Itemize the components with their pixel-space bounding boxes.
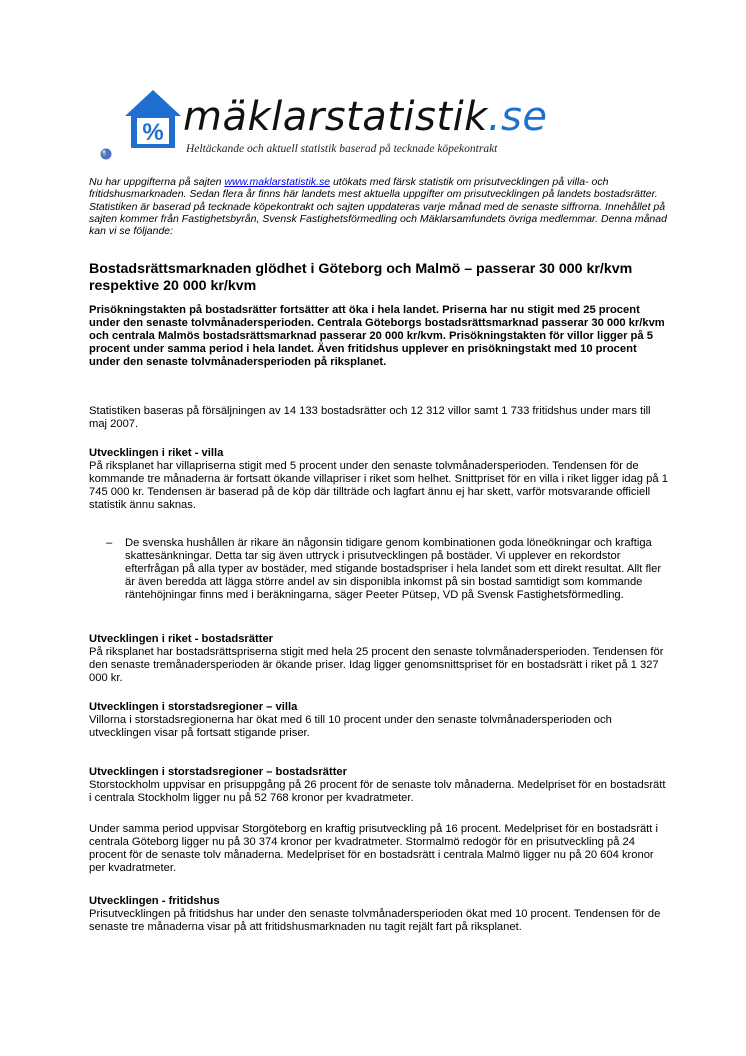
house-percent-icon: [123, 88, 183, 150]
section-text: Villorna i storstadsregionerna har ökat med 6 till 10 procent under den senaste tolvmånadersperioden och utvecklingen visar på fortsatt stigande priser.: [89, 714, 612, 740]
logo-symbol: %: [142, 119, 164, 146]
section-text: På riksplanet har bostadsrättspriserna stigit med hela 25 procent den senaste tolvmånadersperioden. Tendensen för den senaste tremånadersperioden är ökande priser. Idag ligger genomsnittspriset för en bostadsrätt i riket på 1 327 000 kr.: [89, 646, 664, 685]
intro-text-start: Nu har uppgifterna på sajten: [89, 176, 225, 188]
lead-paragraph: Prisökningstakten på bostadsrätter fortsätter att öka i hela landet. Priserna har nu stigit med 25 procent under den senaste tolvmånadersperioden. Centrala Göteborgs bostadsrättsmarknad passerar 30 000 kr/kvm och centrala Malmös bostadsrättsmarknad passerar 20 000 kr/kvm. Prisökningstakten för villor ligger på 5 procent under samma period i hela landet. Även fritidshus upplever en prisökningstakt med 10 procent under den senaste tolvmånadersperioden på riksplanet.: [89, 304, 665, 369]
quote-text: De svenska hushållen är rikare än någonsin tidigare genom kombinationen goda löneökningar och kraftiga skattesänkningar. Detta tar sig även uttryck i prisutvecklingen på bostäder. Vi upplever en rekordstor efterfrågan på alla typer av bostäder, med stigande bostadspriser i hela landet som ett direkt resultat. Allt fler är även beredda att lägga större andel av sin disponibla inkomst på sin bostad samtidigt som kommande räntehöjningar finns med i beräkningarna, säger Peeter Pütsep, VD på Svensk Fastighetsförmedling.: [125, 537, 662, 602]
logo-name-suffix: .se: [487, 94, 548, 140]
stats-paragraph: Statistiken baseras på försäljningen av 14 133 bostadsrätter och 12 312 villor samt 1 733 fritidshus under mars till maj 2007.: [89, 405, 651, 431]
logo-tagline: Heltäckande och aktuell statistik baserad på tecknade köpekontrakt: [186, 143, 498, 155]
logo: [123, 88, 548, 168]
section-text: Prisutvecklingen på fritidshus har under den senaste tolvmånadersperioden ökat med 10 procent. Tendensen för de senaste tre månaderna visar på att fritidshusmarknaden nu tagit rejält fart på riksplanet.: [89, 908, 661, 934]
logo-wordmark: [183, 94, 548, 140]
intro-text-end: utökats med färsk statistik om prisutvecklingen på villa- och fritidshusmarknaden. Sedan flera år finns här landets mest aktuella uppgifter om prisutvecklingen på landets bostadsrätter. Statistiken är baserad på tecknade köpekontrakt och sajten uppdateras varje månad med de senaste siffrorna. Innehållet på sajten kommer från Fastighetsbyrån, Svensk Fastighetsförmedling och Mäklarsamfundets övriga medlemmar. Denna månad kan vi se följande:: [89, 176, 667, 238]
section-text: Storstockholm uppvisar en prisuppgång på 26 procent för de senaste tolv månaderna. Medelpriset för en bostadsrätt i centrala Stockholm ligger nu på 52 768 kronor per kvadratmeter.: [89, 779, 666, 805]
section-heading: Utvecklingen i storstadsregioner – villa: [89, 701, 298, 713]
section-heading: Utvecklingen i riket - villa: [89, 447, 224, 459]
section-text: På riksplanet har villapriserna stigit med 5 procent under den senaste tolvmånadersperioden. Tendensen för de kommande tre månaderna är fortsatt ökande villapriser i riket som helhet. Snittpriset för en villa i riket ligger idag på 1 745 000 kr. Tendensen är baserad på de köp där tillträde och lagfart ännu ej har skett, varför motsvarande officiell statistik ännu saknas.: [89, 460, 668, 512]
section-heading: Utvecklingen i storstadsregioner – bostadsrätter: [89, 766, 348, 778]
section-heading: Utvecklingen - fritidshus: [89, 895, 220, 907]
section-bostadsratter-riket: [89, 633, 669, 685]
section-fritidshus: [89, 895, 669, 934]
section-storstad-bostadsratter: [89, 766, 669, 805]
globe-icon: [100, 148, 112, 160]
section-heading: Utvecklingen i riket - bostadsrätter: [89, 633, 274, 645]
headline: Bostadsrättsmarknaden glödhet i Göteborg och Malmö – passerar 30 000 kr/kvm respektive 20 000 kr/kvm: [89, 261, 633, 294]
logo-name-main: mäklarstatistik: [183, 94, 488, 140]
intro-paragraph: [89, 176, 669, 237]
quote-dash: –: [106, 537, 113, 549]
section-storstad-villa: [89, 701, 669, 740]
website-link[interactable]: www.maklarstatistik.se: [224, 176, 331, 188]
section-villa-riket: [89, 447, 669, 512]
section-text-gbg-malmo: Under samma period uppvisar Storgöteborg en kraftig prisutveckling på 16 procent. Medelpriset för en bostadsrätt i centrala Göteborg ligger nu på 30 374 kronor per kvadratmeter. Stormalmö redogör för en prisutveckling på 24 procent för de senaste tolv månaderna. Medelpriset för en bostadsrätt i centrala Malmö ligger nu på 20 604 kronor per kvadratmeter.: [89, 823, 658, 875]
